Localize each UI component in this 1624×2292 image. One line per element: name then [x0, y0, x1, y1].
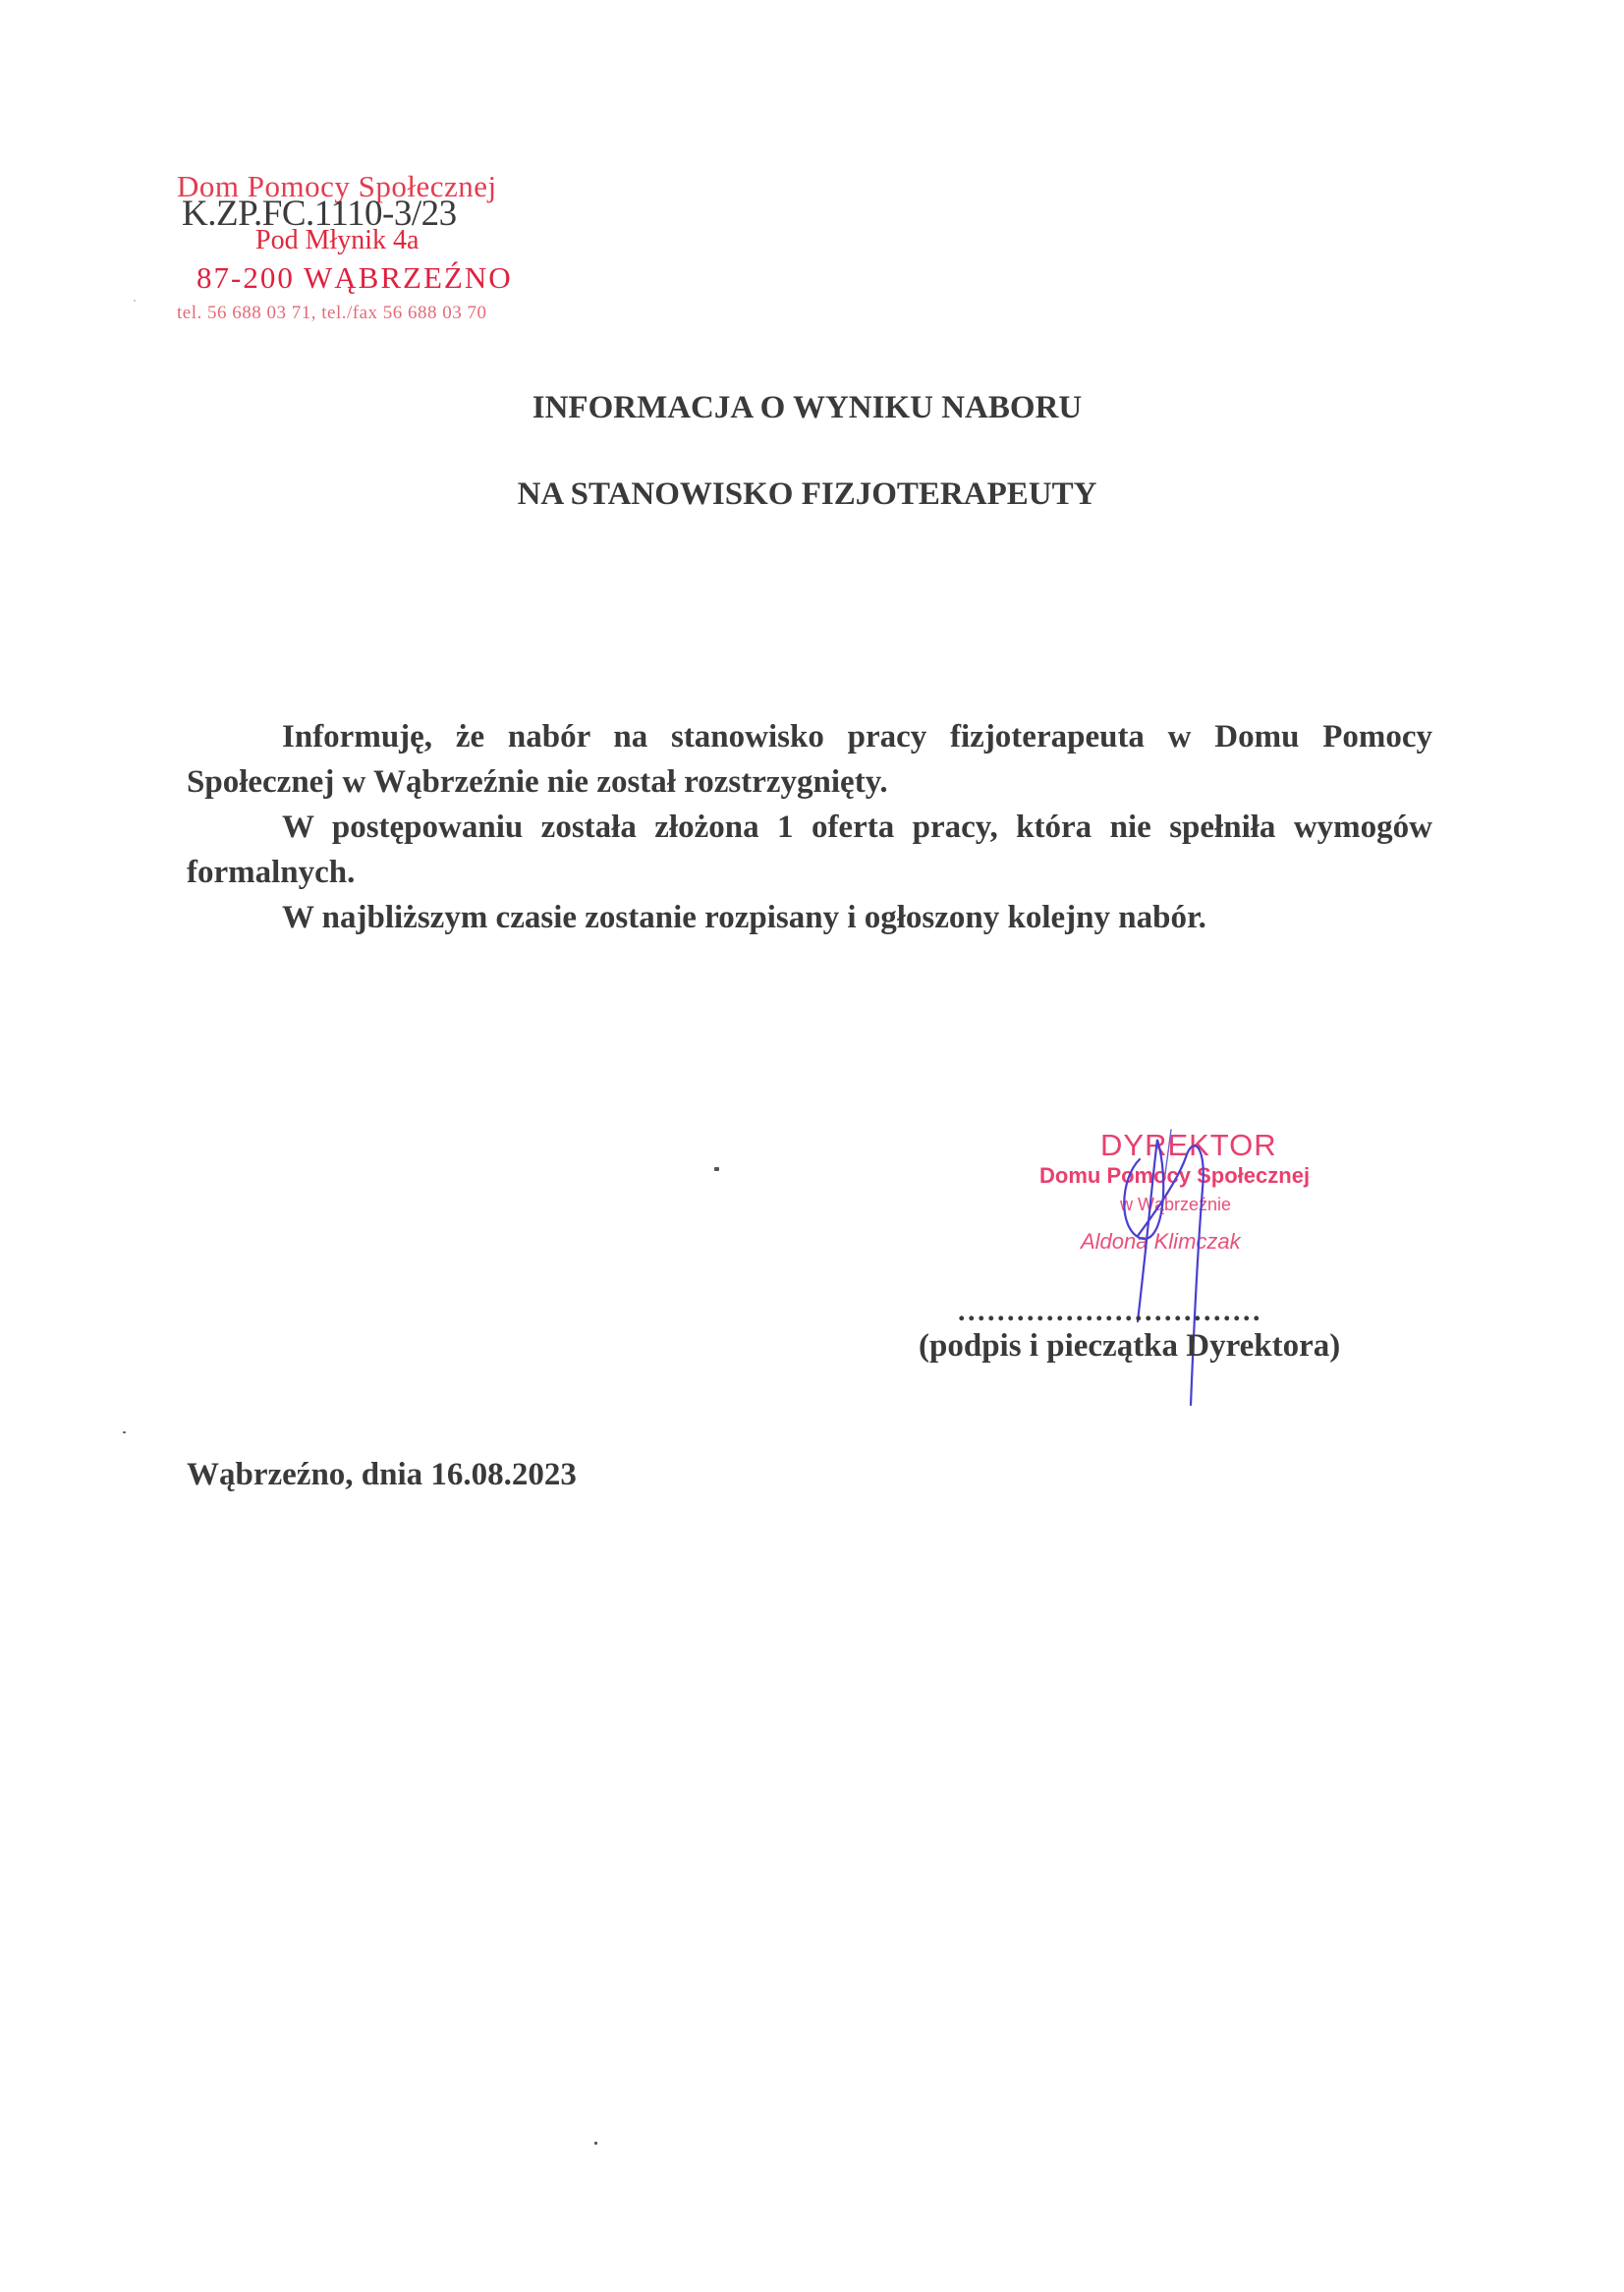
document-title: INFORMACJA O WYNIKU NABORU: [532, 390, 1083, 425]
signature-stroke: [1138, 1146, 1204, 1405]
signature-stroke: [1165, 1130, 1171, 1174]
stamp-street: Pod Młynik 4a: [255, 225, 420, 255]
place-and-date: Wąbrzeźno, dnia 16.08.2023: [187, 1457, 577, 1492]
scan-speck: [714, 1167, 719, 1171]
scan-speck: [123, 1431, 126, 1433]
director-stamp-institution: Domu Pomocy Społecznej: [1039, 1163, 1311, 1188]
signature-dotted-line: ...............................: [958, 1295, 1262, 1327]
body-paragraph: Informuję, że nabór na stanowisko pracy fizjoterapeuta w Domu Pomocy Społecznej w Wąbrzeźnie nie został rozstrzygnięty.: [187, 719, 1432, 800]
body-paragraph: W postępowaniu została złożona 1 oferta pracy, która nie spełniła wymogów formalnych.: [187, 810, 1432, 890]
director-stamp-title: DYREKTOR: [1100, 1128, 1277, 1162]
document-body: [187, 714, 1432, 940]
stamp-city: 87-200 WĄBRZEŹNO: [196, 260, 513, 295]
institution-stamp: [177, 169, 550, 323]
director-stamp-name: Aldona Klimczak: [1081, 1229, 1241, 1254]
scan-speck: [594, 2142, 597, 2145]
director-stamp-city: w Wąbrzeźnie: [1120, 1195, 1232, 1214]
document-subtitle: NA STANOWISKO FIZJOTERAPEUTY: [517, 476, 1097, 512]
signature-caption: (podpis i pieczątka Dyrektora): [919, 1328, 1341, 1364]
scan-speck: [134, 300, 136, 302]
stamp-phone: tel. 56 688 03 71, tel./fax 56 688 03 70: [177, 303, 487, 323]
stamp-institution-name: Dom Pomocy Społecznej: [177, 169, 497, 203]
body-paragraph: W najbliższym czasie zostanie rozpisany i ogłoszony kolejny nabór.: [282, 900, 1206, 935]
reference-number: K.ZP.FC.1110-3/23: [182, 194, 457, 234]
